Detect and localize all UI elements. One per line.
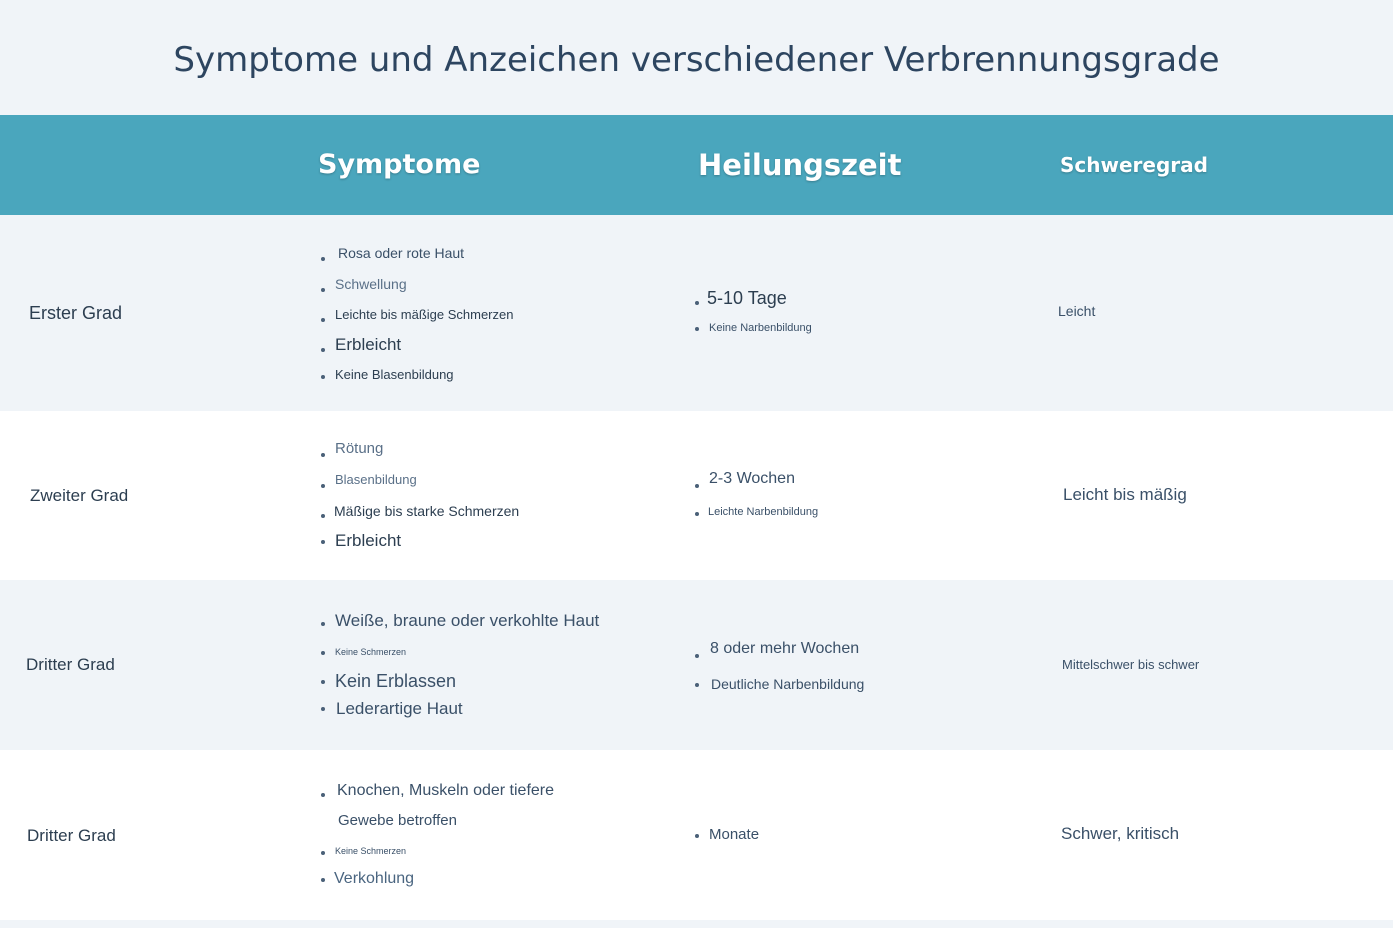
- severity-value: Leicht bis mäßig: [1063, 485, 1187, 504]
- grade-label: Dritter Grad: [27, 826, 116, 845]
- list-item: 2-3 Wochen: [695, 468, 818, 504]
- bottom-strip: [0, 920, 1393, 928]
- table-row: [0, 411, 1393, 581]
- healing-list: [695, 638, 864, 696]
- grade-label: Zweiter Grad: [30, 486, 129, 505]
- healing-list: [695, 468, 818, 524]
- list-item: Erbleicht: [321, 530, 519, 554]
- list-item: Deutliche Narbenbildung: [695, 674, 864, 696]
- list-item: Leichte bis mäßige Schmerzen: [321, 305, 513, 334]
- healing-list: [695, 825, 759, 847]
- list-item: Keine Schmerzen: [321, 838, 554, 868]
- list-item: Leichte Narbenbildung: [695, 504, 818, 524]
- page-title: Symptome und Anzeichen verschiedener Verbrennungsgrade: [173, 40, 1220, 80]
- table-row: [0, 580, 1393, 751]
- list-item: Erbleicht: [321, 334, 513, 365]
- list-item: 8 oder mehr Wochen: [695, 638, 864, 674]
- list-item-continuation: Gewebe betroffen: [338, 812, 457, 829]
- list-item: Rötung: [321, 439, 519, 470]
- list-item: Blasenbildung: [321, 470, 519, 501]
- header-severity: Schweregrad: [1060, 153, 1208, 177]
- table-row: [0, 750, 1393, 921]
- header-symptoms: Symptome: [318, 149, 481, 180]
- severity-value: Schwer, kritisch: [1061, 824, 1180, 843]
- list-item: Monate: [695, 825, 759, 847]
- list-item: Weiße, braune oder verkohlte Haut: [321, 609, 599, 638]
- list-item: Keine Schmerzen: [321, 638, 599, 667]
- list-item: Kein Erblassen: [321, 667, 599, 697]
- symptom-list: [321, 243, 513, 389]
- list-item: Lederartige Haut: [321, 697, 599, 721]
- list-item: Rosa oder rote Haut: [321, 243, 513, 274]
- grade-label: Dritter Grad: [26, 655, 115, 674]
- symptom-list: [321, 609, 599, 721]
- list-item: Keine Blasenbildung: [321, 365, 513, 389]
- list-item: 5-10 Tage: [695, 286, 812, 319]
- header-healing: Heilungszeit: [698, 148, 902, 182]
- table-header: [0, 115, 1393, 215]
- grade-label: Erster Grad: [29, 303, 123, 323]
- table-row: [0, 215, 1393, 412]
- list-item: Mäßige bis starke Schmerzen: [321, 501, 519, 530]
- symptom-list: [321, 780, 554, 892]
- list-item: Verkohlung: [321, 868, 554, 892]
- severity-value: Leicht: [1058, 303, 1096, 319]
- title-bar: [0, 0, 1393, 115]
- list-item: Knochen, Muskeln oder tiefere: [321, 780, 554, 810]
- healing-list: [695, 286, 812, 339]
- list-item: Keine Narbenbildung: [695, 319, 812, 339]
- list-item: Schwellung: [321, 274, 513, 305]
- symptom-list: [321, 439, 519, 554]
- severity-value: Mittelschwer bis schwer: [1062, 657, 1200, 672]
